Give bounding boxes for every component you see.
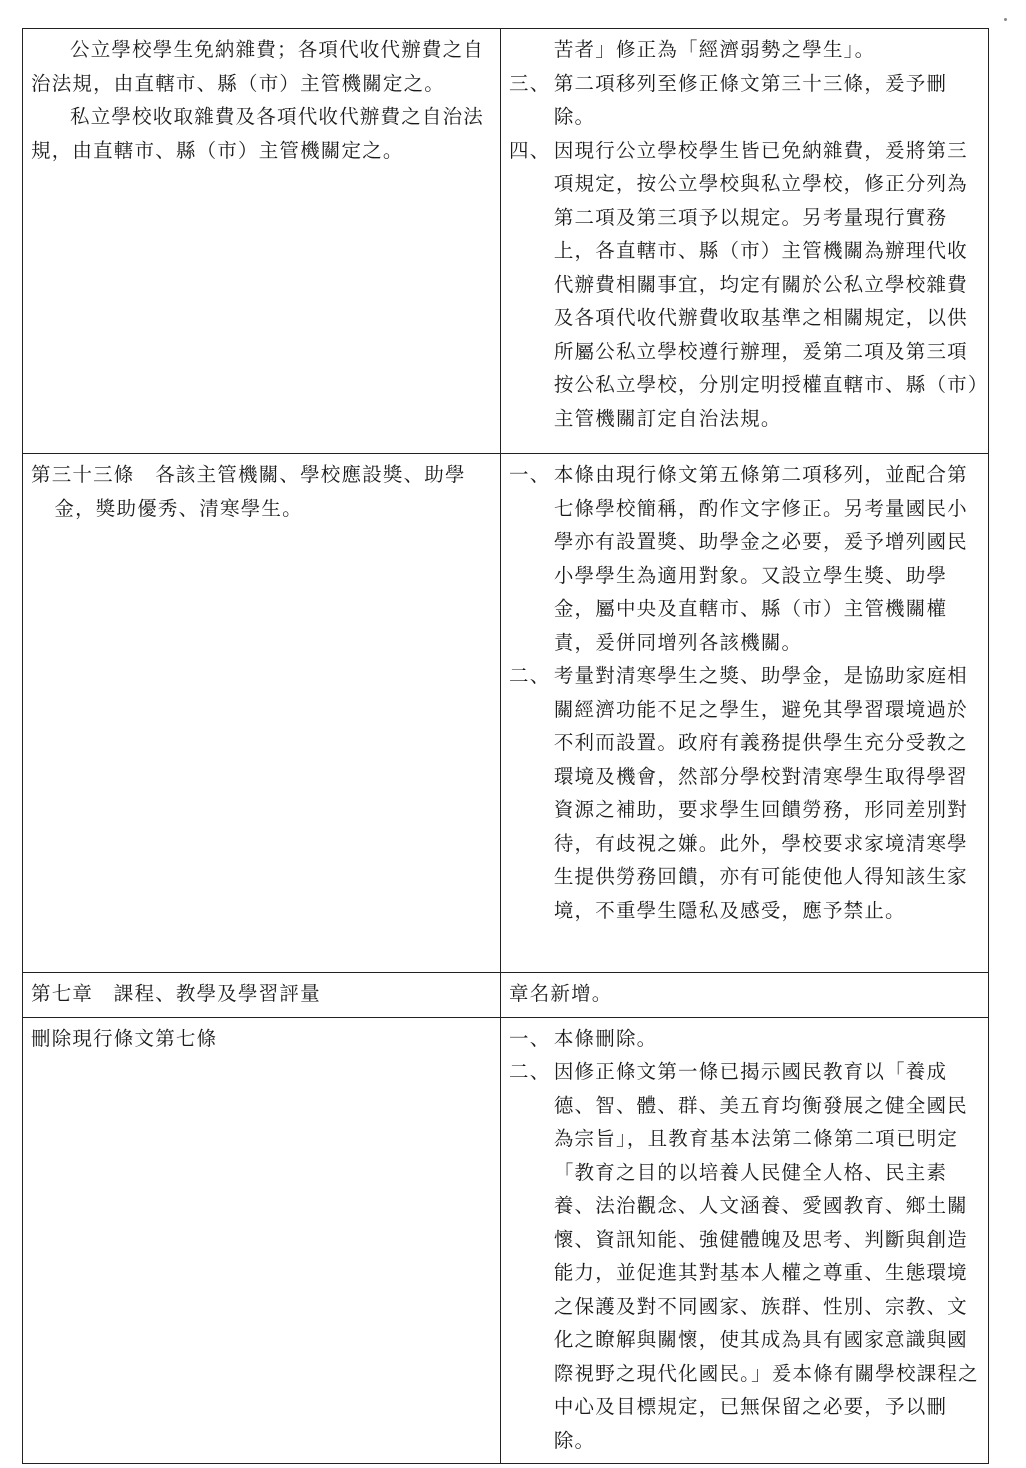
article-paragraph: 公立學校學生免納雜費；各項代收代辦費之自治法規，由直轄市、縣（市）主管機關定之。 [31, 38, 485, 95]
explanation-item [509, 458, 980, 659]
item-number: 二、 [509, 664, 551, 687]
explanation-item [509, 1022, 980, 1056]
explanation-item [509, 134, 980, 436]
item-number: 二、 [509, 1060, 551, 1083]
chapter-heading-cell [23, 973, 501, 1018]
item-text: 因修正條文第一條已揭示國民教育以「養成德、智、體、群、美五育均衡發展之健全國民為宗旨」，且教育基本法第二條第二項已明定「教育之目的以培養人民健全人格、民主素養、法治觀念、人文涵養、愛國教育、鄉土關懷、資訊知能、強健體魄及思考、判斷與創造能力，並促進其對基本人權之尊重、生態環境之保護及對不同國家、族群、性別、宗教、文化之瞭解與關懷，使其成為具有國家意識與國際視野之現代化國民。」爰本條有關學校課程之中心及目標規定，已無保留之必要，予以刪除。 [553, 1060, 979, 1452]
scan-speck [1004, 18, 1007, 21]
article-paragraph: 私立學校收取雜費及各項代收代辦費之自治法規，由直轄市、縣（市）主管機關定之。 [31, 105, 485, 162]
amended-text-cell [23, 29, 501, 454]
explanation-item [509, 1055, 980, 1457]
item-number: 三、 [509, 71, 551, 95]
explanation-cell [501, 454, 989, 973]
explanation-continuation: 苦者」修正為「經濟弱勢之學生」。 [553, 38, 876, 61]
explanation-cell [501, 1017, 989, 1464]
table-row [23, 454, 989, 973]
item-number: 四、 [509, 138, 551, 162]
deleted-article-cell [23, 1017, 501, 1464]
item-text: 因現行公立學校學生皆已免納雜費，爰將第三項規定，按公立學校與私立學校，修正分列為第二項及第三項予以規定。另考量現行實務上，各直轄市、縣（市）主管機關為辦理代收代辦費相關事宜，均定有關於公私立學校雜費及各項代收代辦費收取基準之相關規定，以供所屬公私立學校遵行辦理，爰第二項及第三項按公私立學校，分別定明授權直轄市、縣（市）主管機關訂定自治法規。 [553, 138, 979, 430]
deleted-article-note: 刪除現行條文第七條 [31, 1026, 218, 1050]
explanation-item [509, 67, 980, 134]
item-text: 第二項移列至修正條文第三十三條，爰予刪除。 [553, 71, 948, 128]
item-number: 一、 [509, 463, 551, 486]
item-text: 本條刪除。 [553, 1026, 658, 1050]
amended-text-cell [23, 454, 501, 973]
explanation-item [509, 659, 980, 927]
comparison-table-page [22, 28, 988, 1452]
table-row [23, 1017, 989, 1464]
explanation-cell [501, 29, 989, 454]
table-row [23, 29, 989, 454]
item-text: 考量對清寒學生之獎、助學金，是協助家庭相關經濟功能不足之學生，避免其學習環境過於不利而設置。政府有義務提供學生充分受教之環境及機會，然部分學校對清寒學生取得學習資源之補助，要求學生回饋勞務，形同差別對待，有歧視之嫌。此外，學校要求家境清寒學生提供勞務回饋，亦有可能使他人得知該生家境，不重學生隱私及感受，應予禁止。 [553, 664, 968, 922]
amendment-comparison-table [22, 28, 989, 1464]
article-33: 第三十三條 各該主管機關、學校應設獎、助學金，獎助優秀、清寒學生。 [31, 463, 466, 520]
chapter-heading: 第七章 課程、教學及學習評量 [31, 982, 321, 1005]
item-text: 本條由現行條文第五條第二項移列，並配合第七條學校簡稱，酌作文字修正。另考量國民小學亦有設置獎、助學金之必要，爰予增列國民小學學生為適用對象。又設立學生獎、助學金，屬中央及直轄市、縣（市）主管機關權責，爰併同增列各該機關。 [553, 463, 968, 654]
table-row [23, 973, 989, 1018]
item-number: 一、 [509, 1026, 551, 1050]
chapter-note: 章名新增。 [509, 982, 613, 1005]
explanation-cell [501, 973, 989, 1018]
